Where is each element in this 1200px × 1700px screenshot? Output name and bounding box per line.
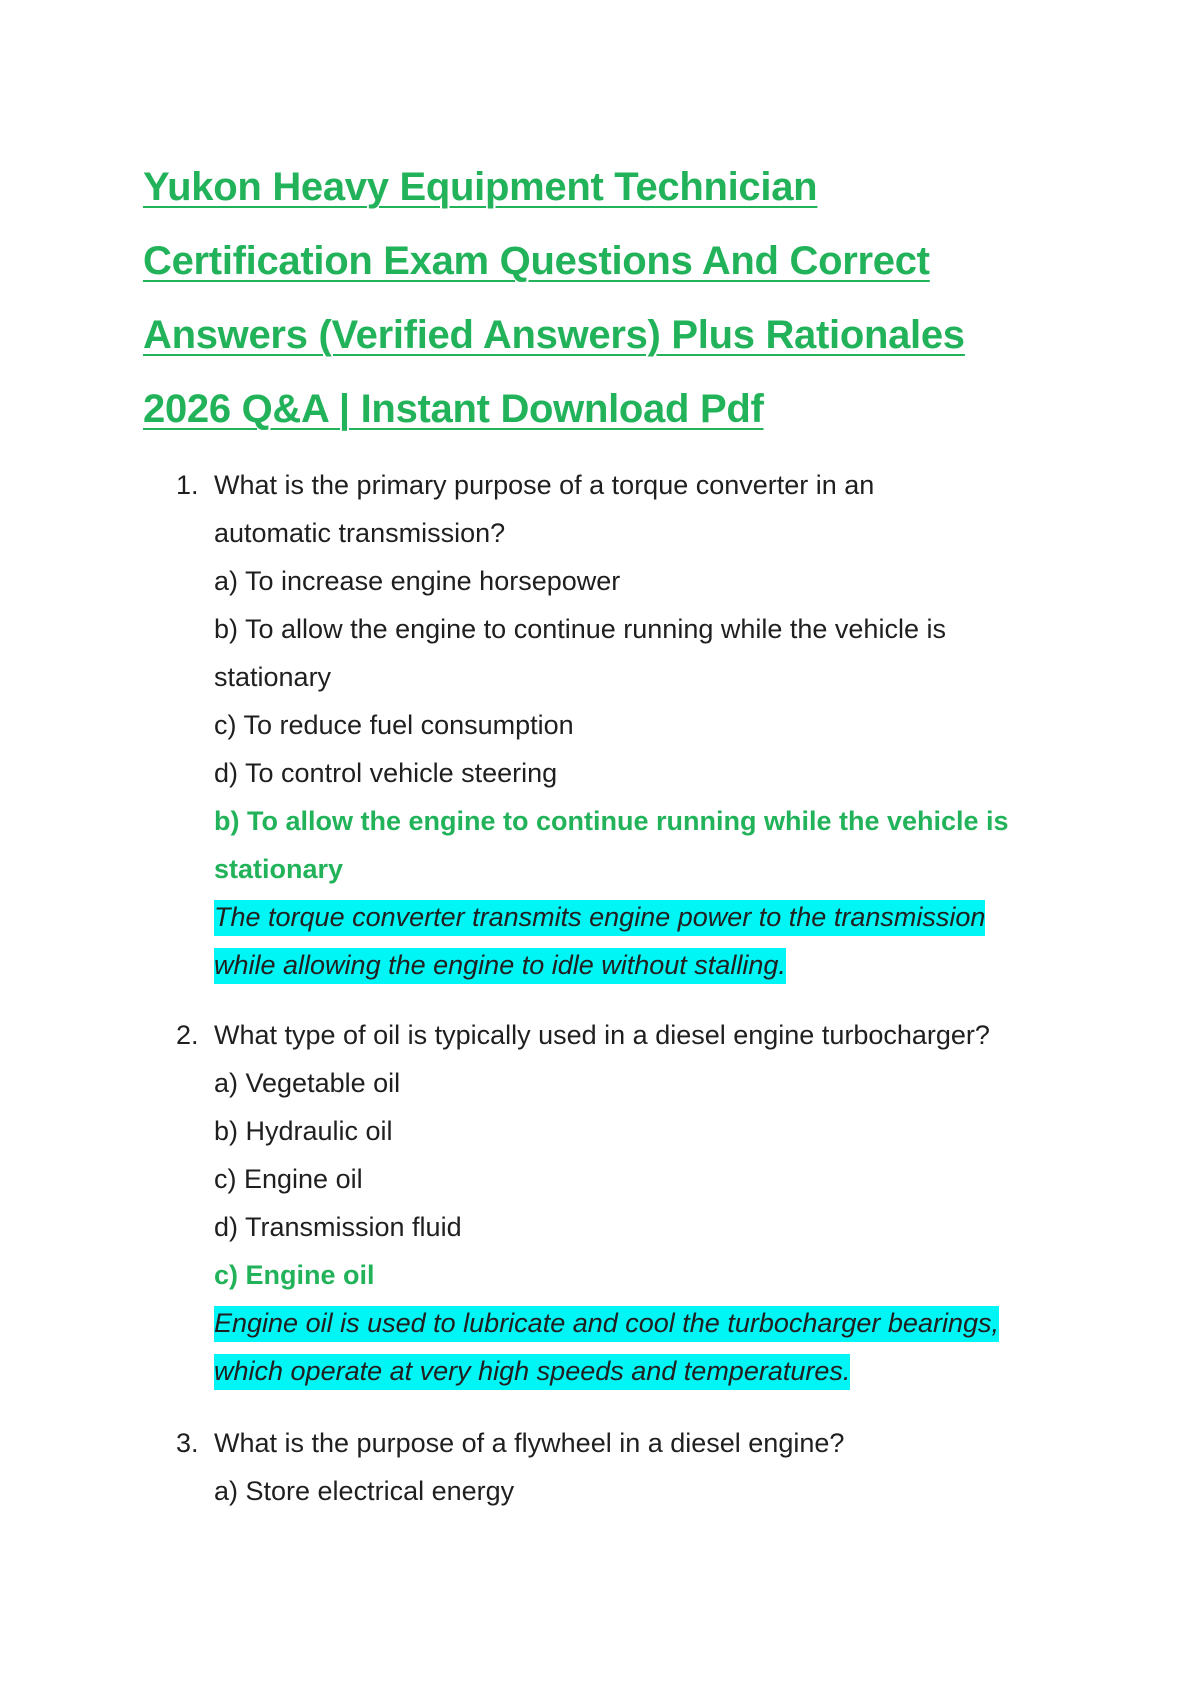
answer-option: c) Engine oil (214, 1164, 363, 1194)
correct-answer: c) Engine oil (214, 1260, 375, 1290)
answer-option: a) To increase engine horsepower (214, 566, 621, 596)
answer-option: c) To reduce fuel consumption (214, 710, 574, 740)
question-text: What is the primary purpose of a torque converter in an (214, 470, 875, 500)
title-line: Yukon Heavy Equipment Technician (143, 165, 818, 209)
answer-option-continued: stationary (214, 662, 332, 692)
answer-option: b) Hydraulic oil (214, 1116, 393, 1146)
question-number: 1. (176, 470, 199, 500)
title-line: 2026 Q&A | Instant Download Pdf (143, 387, 764, 431)
correct-answer-continued: stationary (214, 854, 344, 884)
rationale (214, 893, 1069, 989)
rationale-text: while allowing the engine to idle without stalling. (214, 948, 786, 984)
question-text: What type of oil is typically used in a diesel engine turbocharger? (214, 1020, 990, 1050)
correct-answer: b) To allow the engine to continue running while the vehicle is (214, 806, 1009, 836)
answer-option: d) Transmission fluid (214, 1212, 462, 1242)
title-line: Answers (Verified Answers) Plus Rationales (143, 313, 965, 357)
title-line: Certification Exam Questions And Correct (143, 239, 930, 283)
answer-option: b) To allow the engine to continue running while the vehicle is (214, 614, 946, 644)
rationale-text: which operate at very high speeds and temperatures. (214, 1354, 850, 1390)
question-text: automatic transmission? (214, 518, 506, 548)
question-number: 3. (176, 1428, 199, 1458)
rationale (214, 1299, 1069, 1395)
answer-option: a) Vegetable oil (214, 1068, 401, 1098)
answer-option: d) To control vehicle steering (214, 758, 558, 788)
answer-option: a) Store electrical energy (214, 1476, 515, 1506)
rationale-text: Engine oil is used to lubricate and cool the turbocharger bearings, (214, 1306, 999, 1342)
question-text: What is the purpose of a flywheel in a diesel engine? (214, 1428, 845, 1458)
question-body (214, 461, 1069, 989)
rationale-text: The torque converter transmits engine power to the transmission (214, 900, 985, 936)
question-number: 2. (176, 1020, 199, 1050)
question-body (214, 1419, 1069, 1515)
question-body (214, 1011, 1069, 1395)
